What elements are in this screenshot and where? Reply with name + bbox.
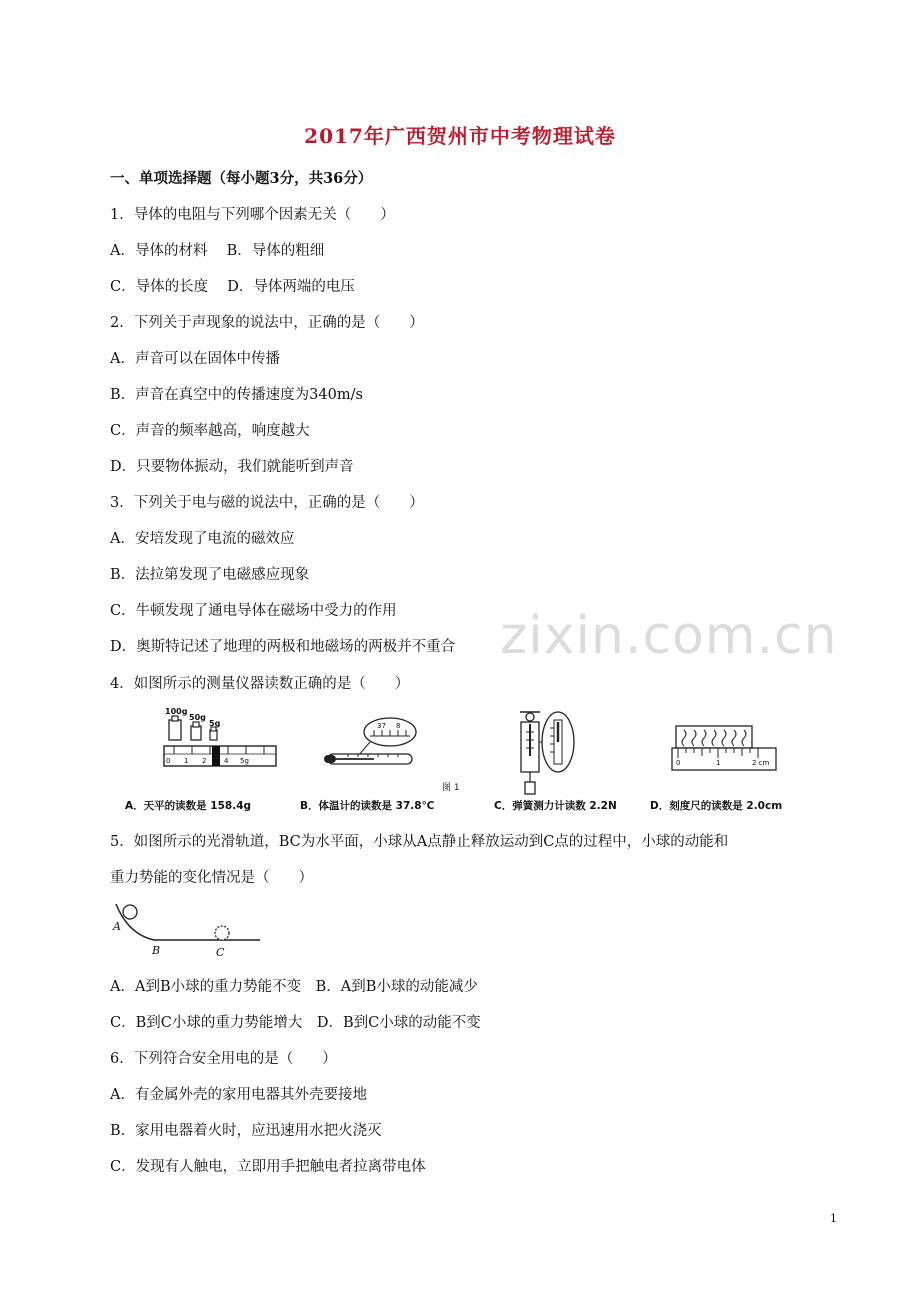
q2-option-b: B．声音在真空中的传播速度为340m/s bbox=[110, 387, 363, 403]
caption-balance: A．天平的读数是 158.4g bbox=[125, 800, 252, 812]
q1-options-ab: A．导体的材料 B．导体的粗细 bbox=[110, 243, 325, 259]
balance-tick-0: 0 bbox=[166, 757, 171, 765]
q5-stem-line1: 5．如图所示的光滑轨道，BC为水平面，小球从A点静止释放运动到C点的过程中，小球的动能和 bbox=[110, 834, 729, 850]
q2-option-c: C．声音的频率越高，响度越大 bbox=[110, 423, 310, 439]
q5-options-ab: A．A到B小球的重力势能不变 B．A到B小球的动能减少 bbox=[110, 979, 478, 995]
ruler-tick-0: 0 bbox=[676, 759, 681, 767]
caption-spring-scale: C．弹簧测力计读数 2.2N bbox=[494, 800, 617, 812]
caption-ruler: D．刻度尺的读数是 2.0cm bbox=[650, 800, 783, 812]
q3-option-c: C．牛顿发现了通电导体在磁场中受力的作用 bbox=[110, 603, 397, 619]
watermark-text: zixin.com.cn bbox=[500, 606, 838, 666]
point-a-label: A bbox=[113, 920, 121, 933]
section-heading: 一、单项选择题（每小题3分，共36分） bbox=[110, 170, 373, 187]
q3-option-b: B．法拉第发现了电磁感应现象 bbox=[110, 567, 310, 583]
spring-scale-figure bbox=[512, 708, 582, 804]
page-number: 1 bbox=[830, 1212, 837, 1225]
q6-option-c: C．发现有人触电，立即用手把触电者拉离带电体 bbox=[110, 1159, 426, 1175]
weight-5g-label: 5g bbox=[209, 719, 221, 728]
q2-option-a: A．声音可以在固体中传播 bbox=[110, 351, 280, 367]
weight-100g-label: 100g bbox=[165, 707, 188, 716]
q6-option-b: B．家用电器着火时，应迅速用水把火浇灭 bbox=[110, 1123, 382, 1139]
balance-tick-4: 4 bbox=[224, 757, 229, 765]
q6-stem: 6．下列符合安全用电的是（ ） bbox=[110, 1051, 337, 1067]
q2-option-d: D．只要物体振动，我们就能听到声音 bbox=[110, 459, 354, 475]
point-b-label: B bbox=[152, 944, 161, 957]
thermo-tick-8: 8 bbox=[396, 722, 401, 730]
q1-stem: 1．导体的电阻与下列哪个因素无关（ ） bbox=[110, 207, 395, 223]
q3-stem: 3．下列关于电与磁的说法中，正确的是（ ） bbox=[110, 495, 424, 511]
weight-50g-label: 50g bbox=[189, 713, 206, 722]
page-title: 2017年广西贺州市中考物理试卷 bbox=[304, 124, 616, 148]
ruler-tick-1: 1 bbox=[716, 759, 721, 767]
thermometer-figure bbox=[318, 716, 418, 774]
q3-option-a: A．安培发现了电流的磁效应 bbox=[110, 531, 295, 547]
ruler-tick-2cm: 2 cm bbox=[752, 759, 770, 767]
balance-tick-2: 2 bbox=[202, 757, 207, 765]
q6-option-a: A．有金属外壳的家用电器其外壳要接地 bbox=[110, 1087, 367, 1103]
ruler-figure bbox=[670, 718, 782, 778]
q2-stem: 2．下列关于声现象的说法中，正确的是（ ） bbox=[110, 315, 424, 331]
caption-thermometer: B．体温计的读数是 37.8℃ bbox=[300, 800, 435, 812]
balance-tick-5g: 5g bbox=[240, 757, 249, 765]
q1-options-cd: C．导体的长度 D．导体两端的电压 bbox=[110, 279, 355, 295]
q5-options-cd: C．B到C小球的重力势能增大 D．B到C小球的动能不变 bbox=[110, 1015, 481, 1031]
balance-figure bbox=[160, 706, 280, 778]
thermo-tick-37: 37 bbox=[377, 722, 386, 730]
figure-label: 图 1 bbox=[442, 783, 460, 793]
q4-stem: 4．如图所示的测量仪器读数正确的是（ ） bbox=[110, 676, 410, 692]
balance-tick-1: 1 bbox=[184, 757, 189, 765]
track-figure bbox=[110, 896, 270, 962]
q5-stem-line2: 重力势能的变化情况是（ ） bbox=[110, 870, 313, 886]
q3-option-d: D．奥斯特记述了地理的两极和地磁场的两极并不重合 bbox=[110, 639, 456, 655]
point-c-label: C bbox=[216, 946, 225, 959]
